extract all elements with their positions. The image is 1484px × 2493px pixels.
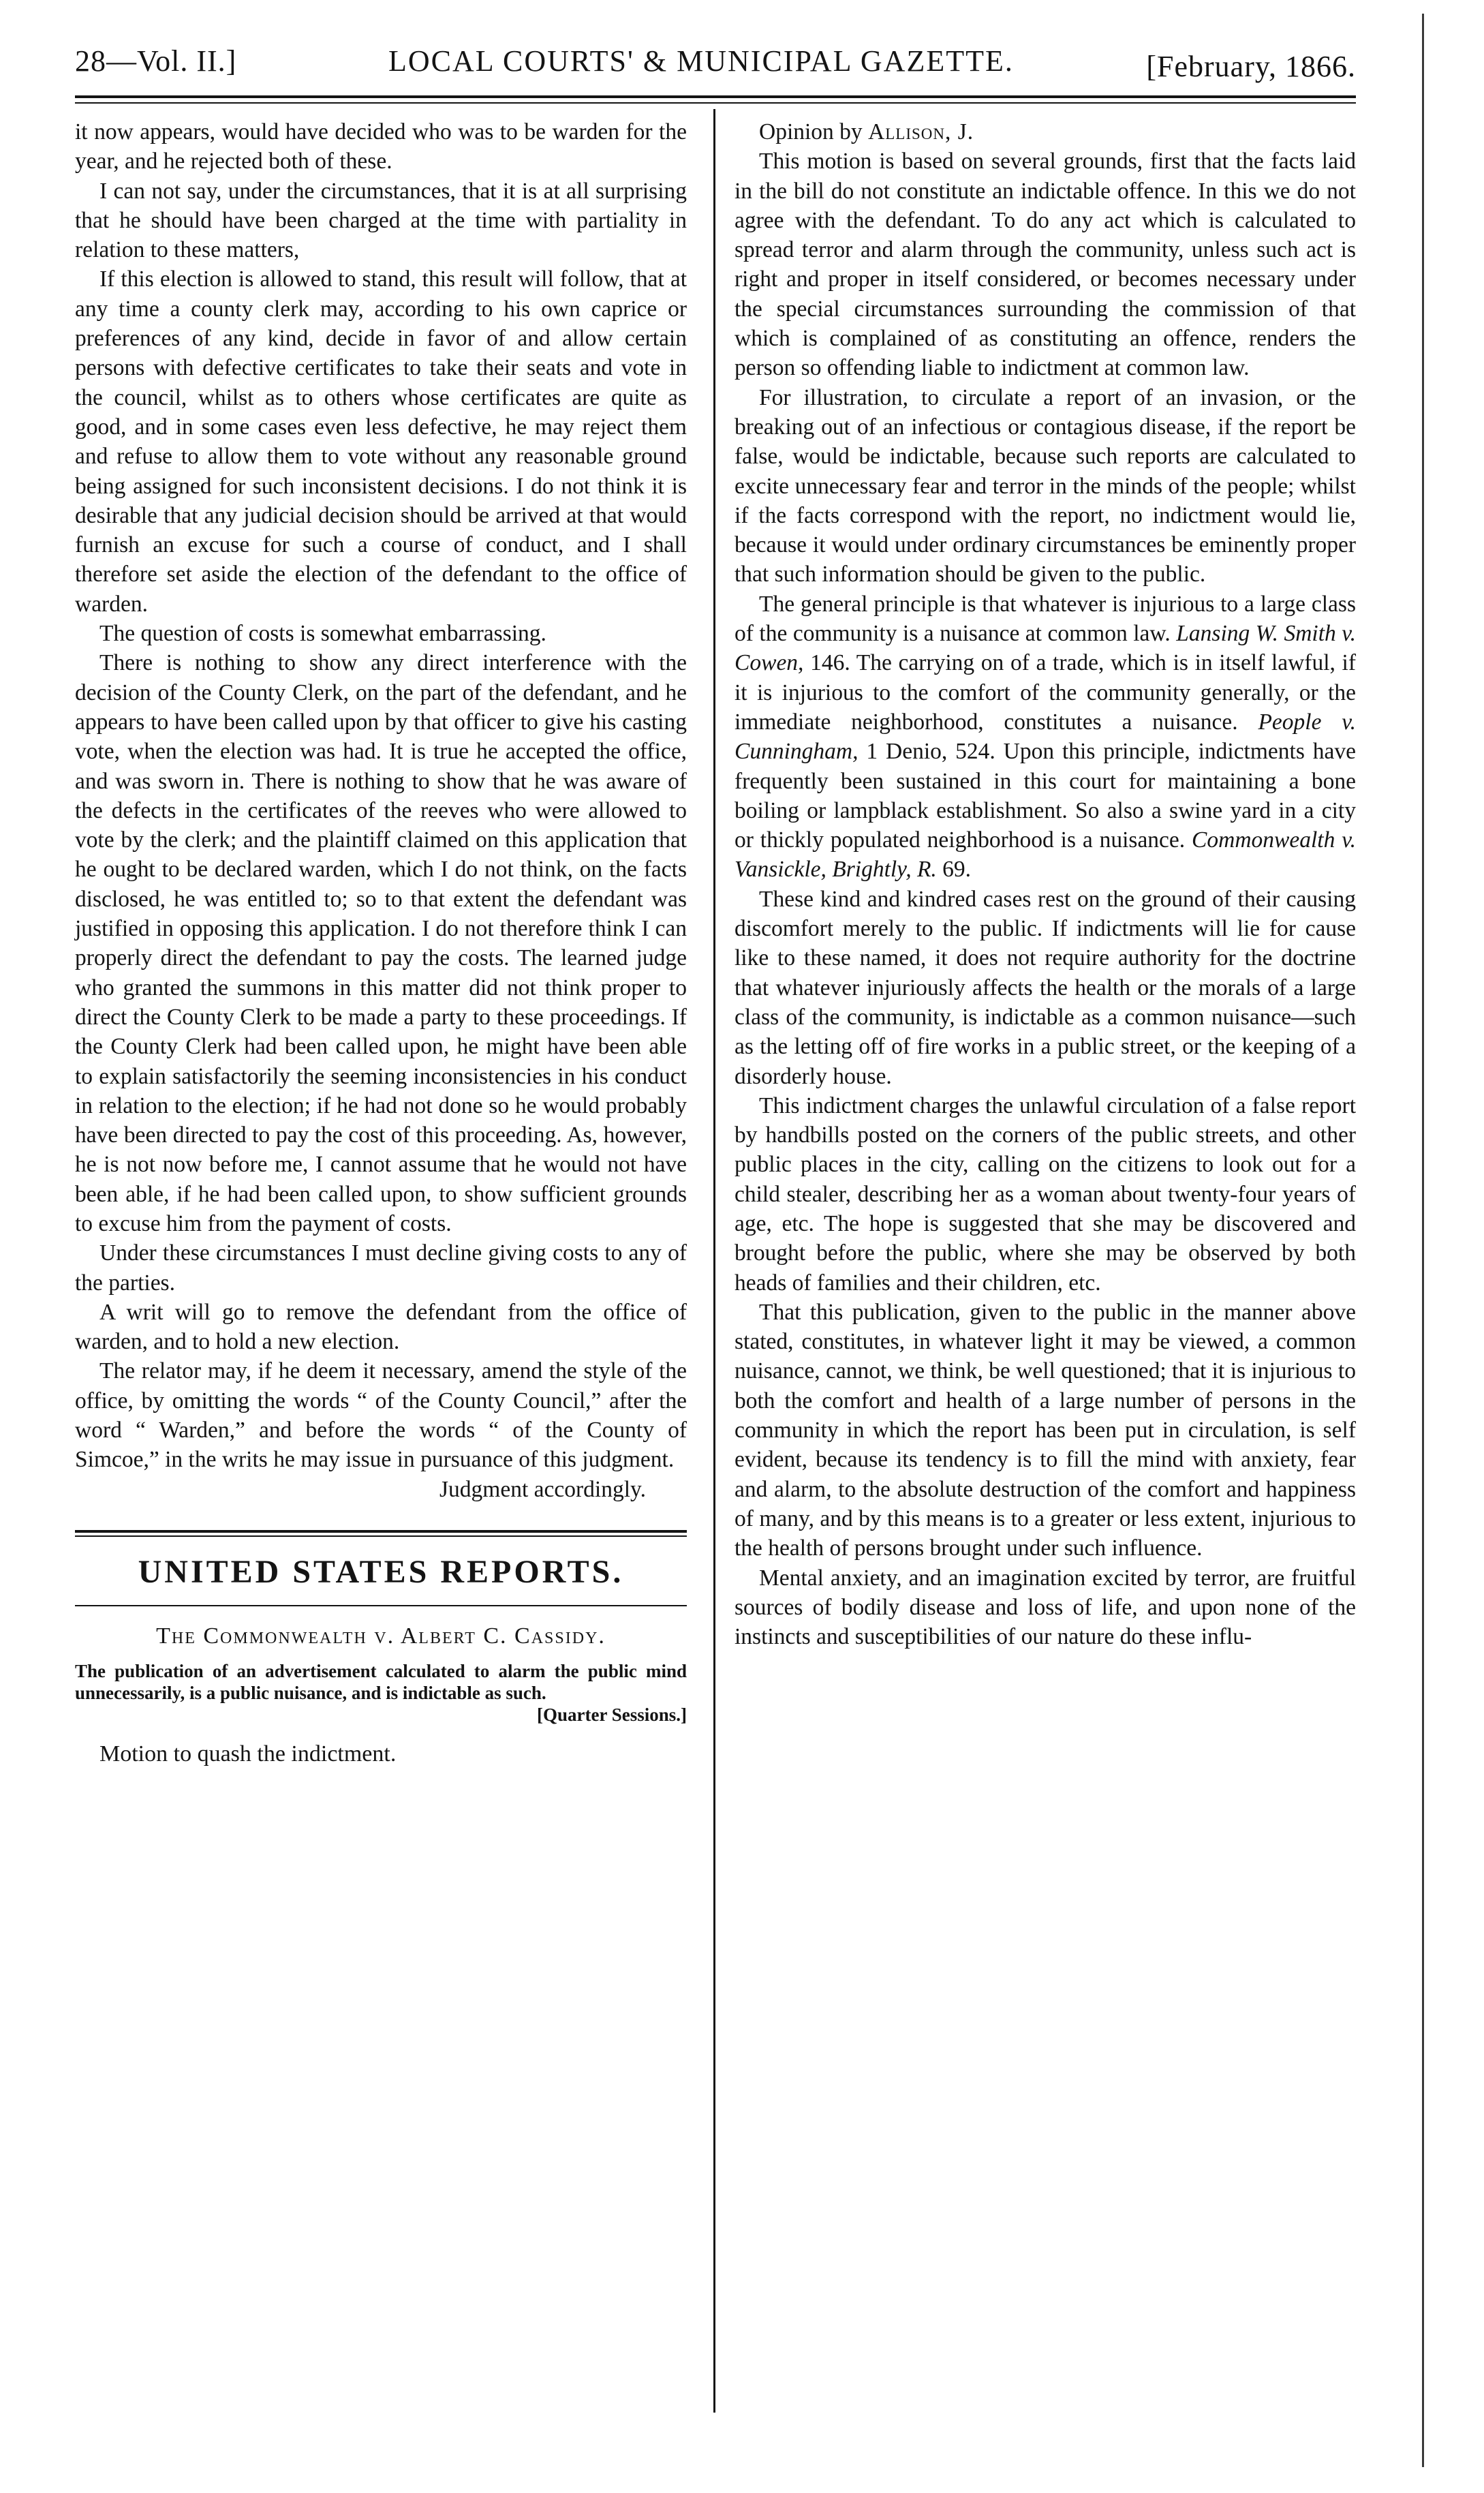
paragraph: That this publication, given to the public in the manner above stated, constitutes, in whatever light it may be viewed, a common nuisance, cannot, we think, be well questioned; that it is injurious to both the comfort and health of a large number of persons in the community in which the report has been put in circulation, is self evident, because its tendency is to fill the mind with anxiety, fear and alarm, to the absolute destruction of the comfort and happiness of many, and by this means is to a greater or less extent, injurious to the health of persons brought under such influence.	[735, 1299, 1356, 1561]
court-citation: [Quarter Sessions.]	[537, 1704, 687, 1726]
section-rule-thin	[75, 1535, 687, 1537]
case-citation: Commonwealth v. Vansickle, Brightly, R.	[735, 827, 1356, 883]
paragraph: If this election is allowed to stand, this result will follow, that at any time a county clerk may, according to his own caprice or preferences of any kind, decide in favor of and allow certain persons with defective certificates to take their seats and vote in the council, whilst as to others whose certificates are quite as good, and in some cases even less defective, he may reject them and refuse to allow them to vote without any reasonable ground being assigned for such inconsistent decisions. I do not think it is desirable that any judicial decision should be arrived at that would furnish an excuse for such a course of conduct, and I shall therefore set aside the election of the defendant to the office of warden.	[75, 266, 687, 617]
paragraph: The relator may, if he deem it necessary, amend the style of the office, by omitting the words “ of the County Council,” after the word “ Warden,” and before the words “ of the County of Simcoe,” in the writs he may issue in pursuance of this judgment.	[75, 1358, 687, 1473]
paragraph: For illustration, to circulate a report of an invasion, or the breaking out of an infectious or contagious disease, if the report be false, would be indictable, because such reports are calculated to excite unnecessary fear and terror in the minds of the people; whilst if the facts correspond with the report, no indictment would lie, because it would under ordinary circumstances be eminently proper that such information should be given to the public.	[735, 384, 1356, 587]
headnote-text: The publication of an advertisement calculated to alarm the public mind unnecessarily, is a public nuisance, and is indictable as such.	[75, 1661, 687, 1704]
paragraph: I can not say, under the circumstances, that it is at all surprising that he should have been charged at the time with partiality in relation to these matters,	[75, 178, 687, 263]
paragraph: There is nothing to show any direct interference with the decision of the County Clerk, on the part of the defendant, and he appears to have been called upon by that officer to give his casting vote, when the election was had. It is true he accepted the office, and was sworn in. There is nothing to show that he was aware of the defects in the certificates of the reeves who were allowed to vote by the clerk; and the plaintiff claimed on this application that he ought to be declared warden, which I do not think, on the facts disclosed, he was entitled to; so to that extent the defendant was justified in opposing this application. I do not therefore think I can properly direct the defendant to pay the costs. The learned judge who granted the summons in this matter did not think proper to direct the County Clerk to be made a party to these proceedings. If the County Clerk had been called upon, he might have been able to explain satisfactorily the seeming inconsistencies in his conduct in relation to the election; if he had not done so he would probably have been directed to pay the cost of this proceeding. As, however, he is not now before me, I cannot assume that he would not have been able, if he had been called upon, to show sufficient grounds to excuse him from the payment of costs.	[75, 650, 687, 1236]
case-citation: People v. Cunningham,	[735, 709, 1356, 765]
judge-name: Allison, J.	[868, 119, 974, 144]
paragraph: Under these circumstances I must decline giving costs to any of the parties.	[75, 1240, 687, 1296]
headnote	[75, 1660, 687, 1726]
header-rule	[75, 95, 1356, 98]
text-run: 69.	[942, 857, 972, 883]
issue-date: [February, 1866.	[1146, 50, 1356, 83]
paragraph: Mental anxiety, and an imagination excited by terror, are fruitful sources of bodily disease and loss of life, and upon none of the instincts and susceptibilities of our nature do these influ-	[735, 1565, 1356, 1650]
opinion-by-label: Opinion by	[759, 119, 863, 144]
text-run: 1 Denio, 524. Upon this principle, indictments have frequently been sustained in this court for maintaining a bone boiling or lampblack establishment. So also a swine yard in a city or thickly populated neighborhood is a nuisance.	[735, 739, 1357, 853]
running-header	[75, 40, 1356, 89]
paragraph: These kind and kindred cases rest on the ground of their causing discomfort merely to the public. If indictments will lie for cause like to these named, it does not require authority for the doctrine that whatever injuriously affects the health or the morals of a large class of the community, is indictable as a common nuisance—such as the letting off of fire works in a public street, or the keeping of a disorderly house.	[735, 886, 1356, 1089]
paragraph	[735, 590, 1356, 885]
text-run: The general principle is that whatever is injurious to a large class of the community is a nuisance at common law.	[735, 591, 1356, 647]
case-title: The Commonwealth v. Albert C. Cassidy.	[156, 1623, 606, 1649]
column-divider	[713, 109, 715, 2413]
page-volume: 28—Vol. II.]	[75, 44, 237, 78]
left-column	[75, 117, 687, 1769]
motion-line: Motion to quash the indictment.	[99, 1741, 397, 1767]
right-column	[735, 117, 1356, 1651]
text-run: 146. The carrying on of a trade, which is in itself lawful, if it is injurious to the comfort of the community generally, or the immediate neighborhood, constitutes a nuisance.	[735, 650, 1357, 735]
section-divider	[75, 1605, 687, 1606]
judgment-line: Judgment accordingly.	[439, 1476, 646, 1502]
publication-title: LOCAL COURTS' & MUNICIPAL GAZETTE.	[388, 44, 1014, 78]
section-title: UNITED STATES REPORTS.	[138, 1553, 624, 1590]
paragraph: This motion is based on several grounds, first that the facts laid in the bill do not constitute an indictable offence. In this we do not agree with the defendant. To do any act which is calculated to spread terror and alarm through the community, unless such act is right and proper in itself considered, or becomes necessary under the special circumstances surrounding the commission of that which is complained of as constituting an offence, renders the person so offending liable to indictment at common law.	[735, 149, 1356, 381]
section-rule	[75, 1530, 687, 1533]
page-edge-rule	[1422, 14, 1424, 2467]
paragraph: A writ will go to remove the defendant from the office of warden, and to hold a new election.	[75, 1299, 687, 1355]
opinion-byline	[735, 117, 1356, 147]
paragraph: it now appears, would have decided who was to be warden for the year, and he rejected both of these.	[75, 119, 687, 174]
header-rule-thin	[75, 102, 1356, 104]
paragraph: The question of costs is somewhat embarrassing.	[99, 621, 546, 647]
case-citation: Lansing W. Smith v. Cowen,	[735, 621, 1357, 676]
paragraph: This indictment charges the unlawful circulation of a false report by handbills posted on the corners of the public streets, and other public places in the city, calling on the citizens to look out for a child stealer, describing her as a woman about twenty-four years of age, etc. The hope is suggested that she may be discovered and brought before the public, where she may be observed by both heads of families and their children, etc.	[735, 1092, 1356, 1296]
